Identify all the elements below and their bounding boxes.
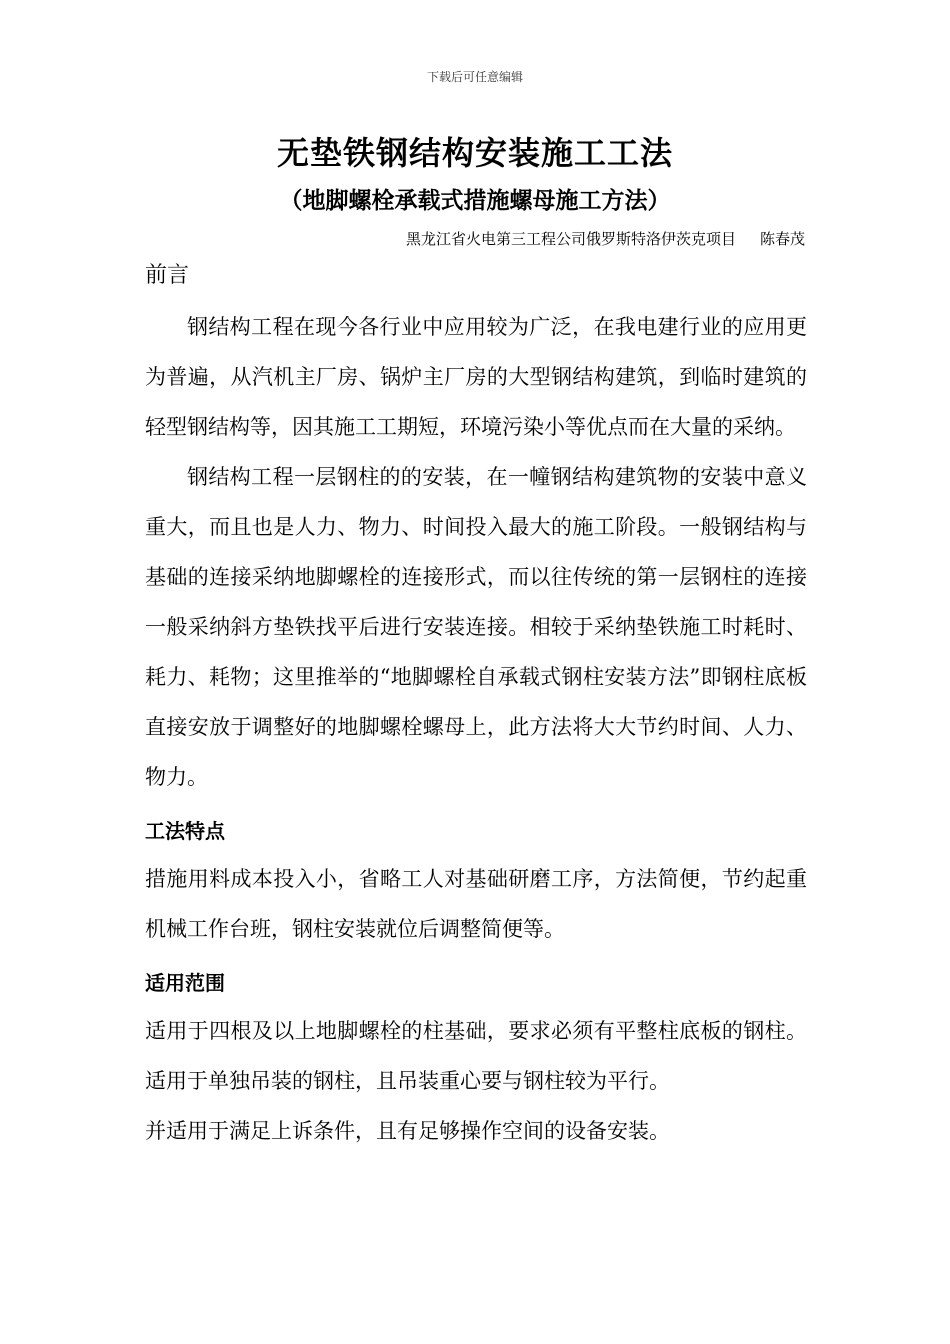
document-title: 无垫铁钢结构安装施工工法 xyxy=(276,134,673,172)
preface-paragraph-1: 钢结构工程在现今各行业中应用较为广泛，在我电建行业的应用更为普遍，从汽机主厂房、锅炉主厂房的大型钢结构建筑，到临时建筑的轻型钢结构等，因其施工工期短，环境污染小等优点而在大量的采纳。 xyxy=(145,315,807,439)
features-paragraph: 措施用料成本投入小，省略工人对基础研磨工序，方法简便，节约起重机械工作台班，钢柱安装就位后调整简便等。 xyxy=(145,867,807,941)
document-body xyxy=(145,258,807,1156)
author-name: 陈春茂 xyxy=(759,230,805,248)
scope-heading: 适用范围 xyxy=(145,971,225,995)
features-heading: 工法特点 xyxy=(145,819,225,843)
scope-paragraph-1: 适用于四根及以上地脚螺栓的柱基础，要求必须有平整柱底板的钢柱。适用于单独吊装的钢柱，且吊装重心要与钢柱较为平行。 xyxy=(145,1019,807,1093)
header-note: 下载后可任意编辑 xyxy=(426,70,523,84)
preface-heading: 前言 xyxy=(145,263,190,288)
document-subtitle: （地脚螺栓承载式措施螺母施工方法） xyxy=(279,188,671,214)
preface-paragraph-2: 钢结构工程一层钢柱的的安装，在一幢钢结构建筑物的安装中意义重大，而且也是人力、物力、时间投入最大的施工阶段。一般钢结构与基础的连接采纳地脚螺栓的连接形式，而以往传统的第一层钢柱的连接一般采纳斜方垫铁找平后进行安装连接。相较于采纳垫铁施工时耗时、耗力、耗物；这里推举的“地脚螺栓自承载式钢柱安装方法”即钢柱底板直接安放于调整好的地脚螺栓螺母上，此方法将大大节约时间、人力、物力。 xyxy=(145,465,807,789)
author-line xyxy=(406,228,805,249)
author-organization: 黑龙江省火电第三工程公司俄罗斯特洛伊茨克项目 xyxy=(405,230,736,248)
scope-paragraph-2: 并适用于满足上诉条件，且有足够操作空间的设备安装。 xyxy=(145,1119,670,1143)
